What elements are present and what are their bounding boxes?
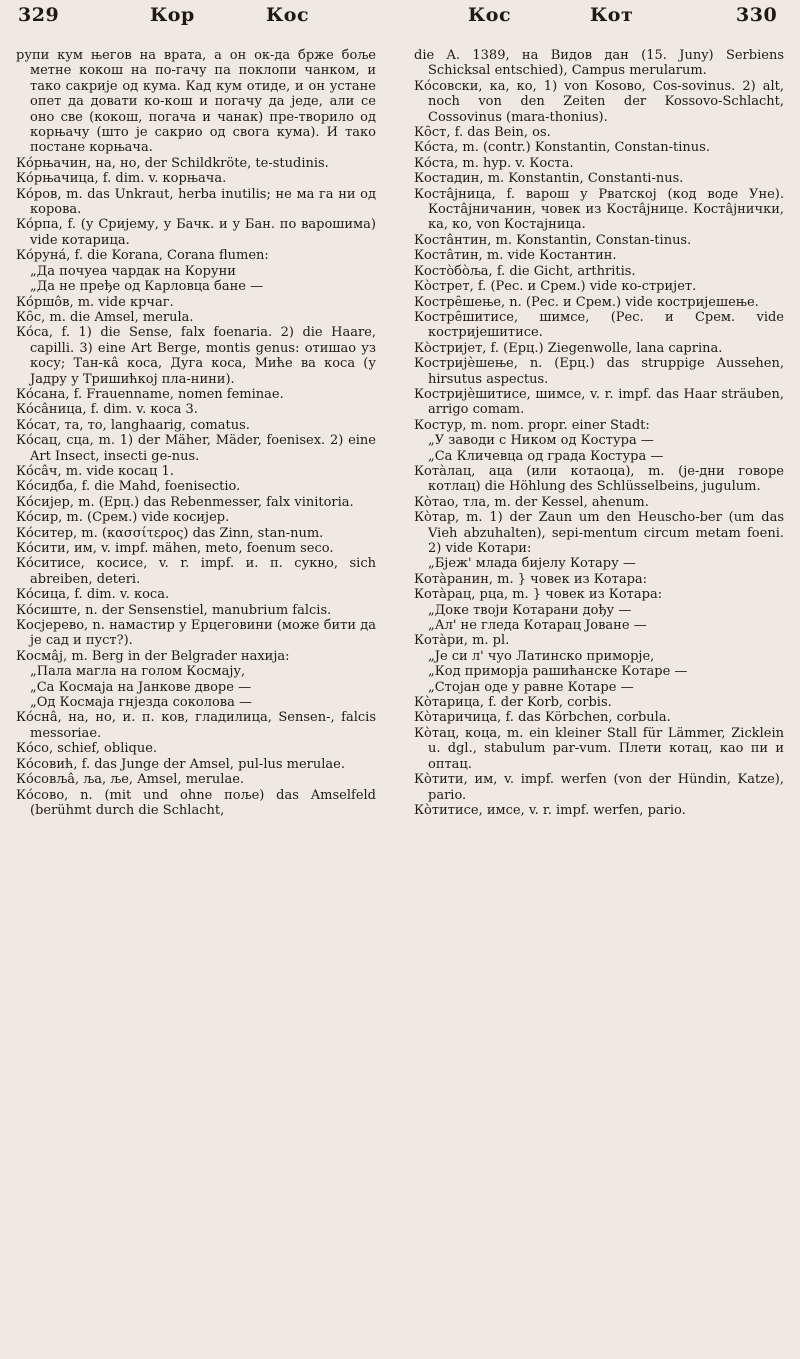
dictionary-entry: Ко̀стрет, f. (Рес. и Срем.) vide ко-стријет.	[414, 279, 697, 295]
dictionary-entry: „Ал' не гледа Котарац Јоване —	[428, 618, 647, 634]
dictionary-entry: Ко́совић, f. das Junge der Amsel, pul-lus merulae.	[16, 756, 345, 772]
dictionary-entry: Косјерево, n. намастир у Ерцеговини (може бити да је сад и пуст?).	[16, 618, 376, 649]
dictionary-entry: Ко́ситисе, косисе, v. r. impf. и. п. сукно, sich abreiben, deteri.	[16, 556, 376, 587]
dictionary-entry: Ко̑с, m. die Amsel, merula.	[16, 309, 194, 325]
dictionary-entry: Кота̀ранин, m. } човек из Котара:	[414, 571, 648, 587]
dictionary-entry: Ко́ршо̂в, m. vide крчаг.	[16, 294, 174, 310]
dictionary-entry: Ко́сиште, n. der Sensenstiel, manubrium falcis.	[16, 602, 332, 618]
dictionary-entry: Ко́сидба, f. die Mahd, foenisectio.	[16, 479, 241, 495]
dictionary-entry: Ко́сити, им, v. impf. mähen, meto, foenum seco.	[16, 541, 334, 556]
dictionary-entry: „Стојан оде у равне Котаре —	[428, 679, 634, 695]
dictionary-entry: Ко́ситер, m. (κασσίτερος) das Zinn, stan-num.	[16, 525, 324, 541]
dictionary-entry: Ко́ста, m. hyp. v. Коста.	[414, 155, 574, 171]
dictionary-entry: Ко́рњачица, f. dim. v. корњача.	[16, 171, 227, 187]
dictionary-entry: Ко́совски, ка, ко, 1) von Kosово, Cos-sovinus. 2) alt, noch von den Zeiten der Kossovo-Schlacht, Cossovinus (mara-thonius).	[414, 78, 784, 125]
dictionary-entry: Ко́ров, m. das Unkraut, herba inutilis; не ма га ни од корова.	[16, 186, 376, 218]
dictionary-entry: Коста̂јница, f. варош у Рватској (код воде Уне). Коста̂јничанин, човек из Коста̂јнице. Коста̂јнички, ка, ко, von Костајница.	[414, 186, 784, 233]
left-page-number: 329	[18, 4, 60, 26]
dictionary-entry: „Доке твоји Котарани дођу —	[428, 602, 632, 618]
dictionary-entry: Коста̂нтин, m. Konstantin, Constan-tinus.	[414, 232, 692, 248]
right-guide-word-1: Кос	[468, 4, 512, 26]
dictionary-entry: Костријѐшитисе, шимсе, v. r. impf. das Haar sträuben, arrigo comam.	[414, 386, 784, 418]
dictionary-entry: Ко́рпа, f. (у Сријему, у Бачк. и у Бан. по варошима) vide котарица.	[16, 217, 376, 248]
dictionary-entry: „Са Кличевца од града Костура —	[428, 448, 664, 464]
dictionary-entry: Ко́са̂ч, m. vide косац 1.	[16, 463, 174, 479]
dictionary-entry: Ко́са, f. 1) die Sense, falx foenaria. 2) die Haare, capilli. 3) eine Art Berge, montis genus: отишао уз косу; Тан-ка̂ коса, Дуга коса, Миће ва коса (у Јадру у Тришићкој пла-нини).	[16, 325, 376, 387]
left-guide-word-1: Кор	[150, 4, 195, 26]
dictionary-entry: Костадин, m. Konstantin, Constanti-nus.	[414, 171, 684, 187]
left-guide-word-2: Кос	[266, 4, 310, 26]
dictionary-entry: Ко́сијер, m. (Ерц.) das Rebenmesser, falx vinitoria.	[16, 494, 354, 510]
dictionary-entry: „Од Космаја гнјездa соколова —	[30, 695, 252, 711]
dictionary-entry: Ко̀тао, тла, m. der Kessel, ahenum.	[414, 494, 649, 510]
dictionary-entry: Косма̂ј, m. Berg in der Belgrader нахија:	[16, 648, 290, 664]
left-column	[16, 48, 376, 818]
dictionary-entry: Костре̑шење, n. (Рес. и Срем.) vide костријешење.	[414, 294, 759, 310]
dictionary-entry: Косто̀бо̀ља, f. die Gicht, arthritis.	[414, 263, 636, 279]
dictionary-entry: Ко̀тити, им, v. impf. werfen (von der Hündin, Katze), pario.	[414, 772, 784, 803]
dictionary-entry: „Са Космаја на Јанкове дворе —	[30, 679, 252, 695]
dictionary-entry: „Је си л' чуо Латинско приморје,	[428, 648, 655, 664]
dictionary-entry: Ко̀тац, коца, m. ein kleiner Stall für Lämmer, Zicklein u. dgl., stabulum par-vum. Плети котац, као пи и оптац.	[414, 725, 784, 772]
dictionary-entry: Ко́совља̂, ља, ље, Amsel, merulae.	[16, 772, 245, 788]
dictionary-entry: Ко́ста, m. (contr.) Konstantin, Constan-tinus.	[414, 140, 710, 156]
dictionary-entry: Ко̀тарица, f. der Korb, corbis.	[414, 695, 612, 711]
dictionary-entry: Ко̑ст, f. das Bein, os.	[414, 125, 551, 141]
dictionary-entry: die A. 1389, на Видов дан (15. Juny) Serbiens Schicksal entschied), Campus merularum.	[414, 48, 784, 79]
dictionary-entry: „Да почуеа чардак на Коруни	[30, 263, 236, 279]
dictionary-entry: Костријѐшење, n. (Ерц.) das struppige Aussehen, hirsutus aspectus.	[414, 356, 784, 387]
dictionary-entry: Ко́са̂ница, f. dim. v. коса 3.	[16, 402, 198, 418]
dictionary-entry: Ко̀таричица, f. das Körbchen, corbula.	[414, 710, 671, 726]
right-guide-word-2: Кот	[590, 4, 634, 26]
right-column	[414, 48, 784, 818]
dictionary-entry: Ко̀тар, m. 1) der Zaun um den Heuscho-ber (um das Vieh abzuhalten), sepi-mentum circum metam foeni. 2) vide Котари:	[414, 510, 784, 556]
dictionary-entry: Ко́сица, f. dim. v. коса.	[16, 587, 170, 603]
dictionary-entry: „Бјеж' млада бијелу Котару —	[428, 556, 636, 572]
dictionary-entry: Кота̀рац, рца, m. } човек из Котара:	[414, 587, 663, 603]
dictionary-entry: Ко́сир, m. (Срем.) vide косијер.	[16, 510, 230, 526]
dictionary-entry: Ко́со, schief, oblique.	[16, 741, 158, 757]
dictionary-entry: Ко́рњачин, на, но, der Schildkröte, te-studinis.	[16, 155, 329, 171]
dictionary-entry: Костур, m. nom. propr. einer Stadt:	[414, 417, 650, 433]
dictionary-entry: Коста̂тин, m. vide Костантин.	[414, 248, 617, 264]
dictionary-entry: Ко́сат, та, то, langhaarig, comatus.	[16, 417, 250, 433]
dictionary-entry: Ко́сна̂, на, но, и. п. ков, гладилица, Sensen-, falcis messoriae.	[16, 710, 376, 741]
dictionary-entry: Ко́сац, сца, m. 1) der Mäher, Mäder, foenisex. 2) eine Art Insect, insecti ge-nus.	[16, 433, 376, 464]
dictionary-entry: Ко́сово, n. (mit und ohne поље) das Amselfeld (berühmt durch die Schlacht,	[16, 787, 376, 818]
dictionary-entry: Ко̀стријет, f. (Ерц.) Ziegenwolle, lana caprina.	[414, 340, 723, 356]
dictionary-entry: „Да не пређе од Карловца бане —	[30, 279, 264, 295]
dictionary-entry: „Пала магла на голом Космају,	[30, 664, 246, 680]
dictionary-entry: „У заводи с Ником од Костура —	[428, 433, 654, 449]
dictionary-entry: „Код приморја рашићанске Котаре —	[428, 664, 688, 680]
dictionary-entry: Ко́руна́, f. die Korana, Corana flumen:	[16, 248, 269, 264]
dictionary-entry: Ко̀титисе, имсе, v. r. impf. werfen, pario.	[414, 802, 686, 818]
dictionary-entry: Кота̀ри, m. pl.	[414, 633, 510, 649]
dictionary-entry: Ко́сана, f. Frauenname, nomen feminae.	[16, 386, 284, 402]
dictionary-entry: Костре̑шитисе, шимсе, (Рес. и Срем. vide костријешитисе.	[414, 309, 784, 341]
dictionary-entry: рупи кум његов на врата, а он ок-да брже боље метне кокош на по-гачу па поклопи чанком, и тако сакрије од кума. Кад кум отиде, и он устане опет да довати ко-кош и погачу да једе, али се оно све (кокош, погача и чанак) пре-творило од корњачу (што је сакрио од свога кума). И тако постане корњача.	[16, 48, 376, 156]
dictionary-entry: Кота̀лац, аца (или котаоца), m. (је-дни говоре котлац) die Höhlung des Schlüsselbeins, jugulum.	[414, 463, 784, 495]
right-page-number: 330	[736, 4, 778, 26]
